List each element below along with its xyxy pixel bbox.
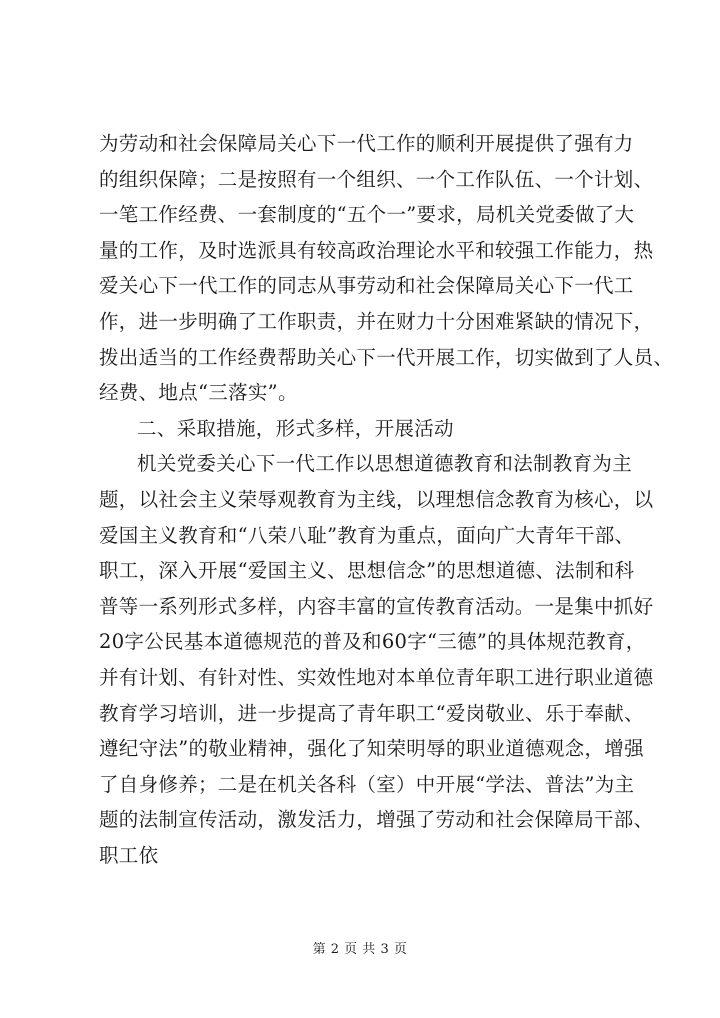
paragraph-first-line: 机关党委关心下一代工作以思想道德教育和法制教育为主	[137, 452, 633, 476]
text-line: 经费、地点“三落实”。	[99, 381, 298, 405]
text-line: 并有计划、有针对性、实效性地对本单位青年职工进行职业道德	[99, 665, 654, 689]
text-line: 爱国主义教育和“八荣八耻”教育为重点，面向广大青年干部、	[99, 523, 635, 547]
text-line: 一笔工作经费、一套制度的“五个一”要求，局机关党委做了大	[99, 203, 635, 227]
text-line: 爱关心下一代工作的同志从事劳动和社会保障局关心下一代工	[99, 274, 634, 298]
text-line: 遵纪守法”的敬业精神，强化了知荣明辱的职业道德观念，增强	[99, 737, 644, 761]
text-line: 的组织保障；二是按照有一个组织、一个工作队伍、一个计划、	[99, 167, 654, 191]
text-line: 20字公民基本道德规范的普及和60字“三德”的具体规范教育，	[99, 630, 646, 654]
document-body	[99, 126, 674, 873]
text-line: 普等一系列形式多样，内容丰富的宣传教育活动。一是集中抓好	[99, 594, 654, 618]
text-line: 为劳动和社会保障局关心下一代工作的顺利开展提供了强有力	[99, 132, 634, 155]
text-line: 职工依	[99, 843, 159, 867]
text-line: 题的法制宣传活动，激发活力，增强了劳动和社会保障局干部、	[99, 808, 654, 832]
text-line: 量的工作，及时选派具有较高政治理论水平和较强工作能力，热	[99, 238, 654, 262]
text-line: 职工，深入开展“爱国主义、思想信念”的思想道德、法制和科	[99, 559, 635, 583]
text-line: 了自身修养；二是在机关各科（室）中开展“学法、普法”为主	[99, 772, 635, 796]
page-number-footer: 第 2 页 共 3 页	[312, 942, 408, 957]
text-line: 拨出适当的工作经费帮助关心下一代开展工作，切实做到了人员、	[99, 345, 674, 369]
text-line: 教育学习培训，进一步提高了青年职工“爱岗敬业、乐于奉献、	[99, 701, 644, 725]
section-heading: 二、采取措施，形式多样，开展活动	[137, 416, 454, 440]
text-line: 题，以社会主义荣辱观教育为主线，以理想信念教育为核心，以	[99, 487, 654, 511]
text-line: 作，进一步明确了工作职责，并在财力十分困难紧缺的情况下，	[99, 309, 654, 333]
